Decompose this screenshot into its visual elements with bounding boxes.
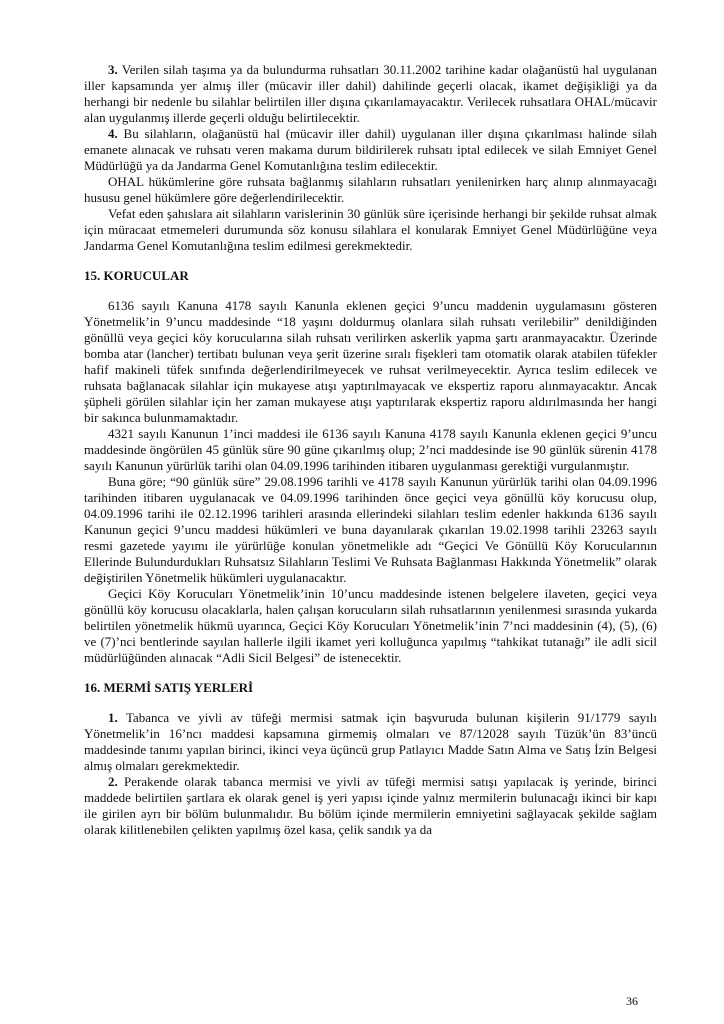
item-number: 1. xyxy=(108,710,118,725)
paragraph-14-4 xyxy=(84,126,657,174)
item-number: 4. xyxy=(108,126,118,141)
paragraph-15-1: 6136 sayılı Kanuna 4178 sayılı Kanunla eklenen geçici 9’uncu maddenin uygulamasını gösteren Yönetmelik’in 9’uncu maddesinde “18 yaşını doldurmuş olanlara silah ruhsatı verilebilir” denildiğinden gönüllü veya geçici köy korucularına silah ruhsatı verilirken askerlik yapma şartı aranmayacaktır. Üzerinde bomba atar (lancher) tertibatı bulunan veya şerit üzerine sıralı fişekleri tam otomatik olarak atabilen tüfekler hafif makineli tüfek sınıfında değerlendirilmeyecek ve ruhsat verilmeyecektir. Ayrıca teslim edilecek ve ruhsata bağlanacak silahlar için mukayese atışı yaptırılmayacak ve ekspertiz raporu alınmayacaktır. Ancak şüpheli görülen silahlar için her zaman mukayese atışı yaptırılarak ekspertiz raporu aldırılmasında her hangi bir sakınca bulunmamaktadır. xyxy=(84,298,657,425)
item-number: 3. xyxy=(108,62,118,77)
page-number: 36 xyxy=(626,994,638,1008)
paragraph-text: Perakende olarak tabanca mermisi ve yivli av tüfeği mermisi satışı yapılacak iş yerinde, birinci maddede belirtilen şartlara ek olarak genel iş yeri yapısı içinde yalnız mermilerin bulunacağı ikinci bir kapı ile girilen ayrı bir bölüm bulunmalıdır. Bu bölüm içinde mermilerin emniyetini sağlayacak şekilde sağlam olarak kilitlenebilen çelikten yapılmış özel kasa, çelik sandık ya da xyxy=(84,774,657,837)
paragraph-16-1 xyxy=(84,710,657,774)
paragraph-text: Bu silahların, olağanüstü hal (mücavir iller dahil) uygulanan iller dışına çıkarılması halinde silah emanete alınacak ve ruhsatı veren makama durum bildirilerek ruhsatı iptal edilecek ve silah Emniyet Genel Müdürlüğü ya da Jandarma Genel Komutanlığına teslim edilecektir. xyxy=(84,126,657,173)
paragraph-text: Tabanca ve yivli av tüfeği mermisi satmak için başvuruda bulunan kişilerin 91/1779 sayılı Yönetmelik’in 16’ncı maddesi kapsamına girmemiş olmaları ve 87/12028 sayılı Tüzük’ün 83’üncü maddesinde tanımı yapılan birinci, ikinci veya üçüncü grup Patlayıcı Madde Satın Alma ve Satış İzin Belgesi almış olmaları gerekmektedir. xyxy=(84,710,657,773)
section-heading-15: 15. KORUCULAR xyxy=(84,268,189,283)
paragraph-15-3: Buna göre; “90 günlük süre” 29.08.1996 tarihli ve 4178 sayılı Kanunun yürürlük tarihi olan 04.09.1996 tarihinden itibaren uygulanacak ve 04.09.1996 tarihinden önce geçici veya gönüllü köy korucusu olup, 04.09.1996 tarihi ile 02.12.1996 tarihleri arasında ellerindeki silahları teslim edenler hakkında 6136 sayılı Kanunun geçici 9’uncu maddesi hükümleri ve buna dayanılarak çıkarılan 19.02.1998 tarihli 23263 sayılı resmi gazetede yayımı ile yürürlüğe konulan yönetmelikle adı “Geçici Ve Gönüllü Köy Korucularının Ellerinde Bulundurdukları Ruhsatsız Silahların Teslimi Ve Ruhsata Bağlanması Hakkında Yönetmelik” olarak değiştirilen Yönetmelik hükümleri uygulanacaktır. xyxy=(84,474,657,585)
paragraph-14-ohal: OHAL hükümlerine göre ruhsata bağlanmış silahların ruhsatları yenilenirken harç alınıp alınmayacağı hususu genel hükümlere göre değerlendirilecektir. xyxy=(84,174,657,205)
paragraph-text: Verilen silah taşıma ya da bulundurma ruhsatları 30.11.2002 tarihine kadar olağanüstü hal uygulanan iller kapsamında yer almış iller (mücavir iller dahil) dahilinde geçerli olacak, ikamet değişikliği ya da herhangi bir nedenle bu silahlar belirtilen iller dışına çıkarılamayacaktır. Verilecek ruhsatlara OHAL/mücavir alan uygulanmış illerde geçerli olduğu belirtilecektir. xyxy=(84,62,658,125)
paragraph-14-3 xyxy=(84,62,657,126)
paragraph-14-vefat: Vefat eden şahıslara ait silahların varislerinin 30 günlük süre içerisinde herhangi bir şekilde ruhsat almak için müracaat etmemeleri durumunda söz konusu silahlara el konularak Emniyet Genel Müdürlüğüne veya Jandarma Genel Komutanlığına teslim edilmesi gerekmektedir. xyxy=(84,206,657,253)
section-heading-16: 16. MERMİ SATIŞ YERLERİ xyxy=(84,680,254,695)
paragraph-15-2: 4321 sayılı Kanunun 1’inci maddesi ile 6136 sayılı Kanuna 4178 sayılı Kanunla eklenen geçici 9’uncu maddesinde öngörülen 45 günlük süre 90 güne çıkarılmış olup; 2’nci maddesinde ise 90 günlük sürenin 4178 sayılı Kanunun yürürlük tarihi olan 04.09.1996 tarihinden itibaren uygulanması gerektiği vurgulanmıştır. xyxy=(84,426,657,473)
paragraph-16-2 xyxy=(84,774,657,838)
document-page xyxy=(84,62,657,838)
paragraph-15-4: Geçici Köy Korucuları Yönetmelik’inin 10’uncu maddesinde istenen belgelere ilaveten, geçici veya gönüllü köy korucusu olacaklarla, halen çalışan korucuların silah ruhsatlarının yenilenmesi sırasında yukarda belirtilen yönetmelik hükmü uyarınca, Geçici Köy Korucuları Yönetmelik’inin 7’nci maddesinin (4), (5), (6) ve (7)’nci bentlerinde sayılan hallerle ilgili ikamet yeri kolluğunca yapılmış “tahkikat tutanağı” ile adli sicil müdürlüğünden alınacak “Adli Sicil Belgesi” de istenecektir. xyxy=(84,586,657,665)
item-number: 2. xyxy=(108,774,118,789)
